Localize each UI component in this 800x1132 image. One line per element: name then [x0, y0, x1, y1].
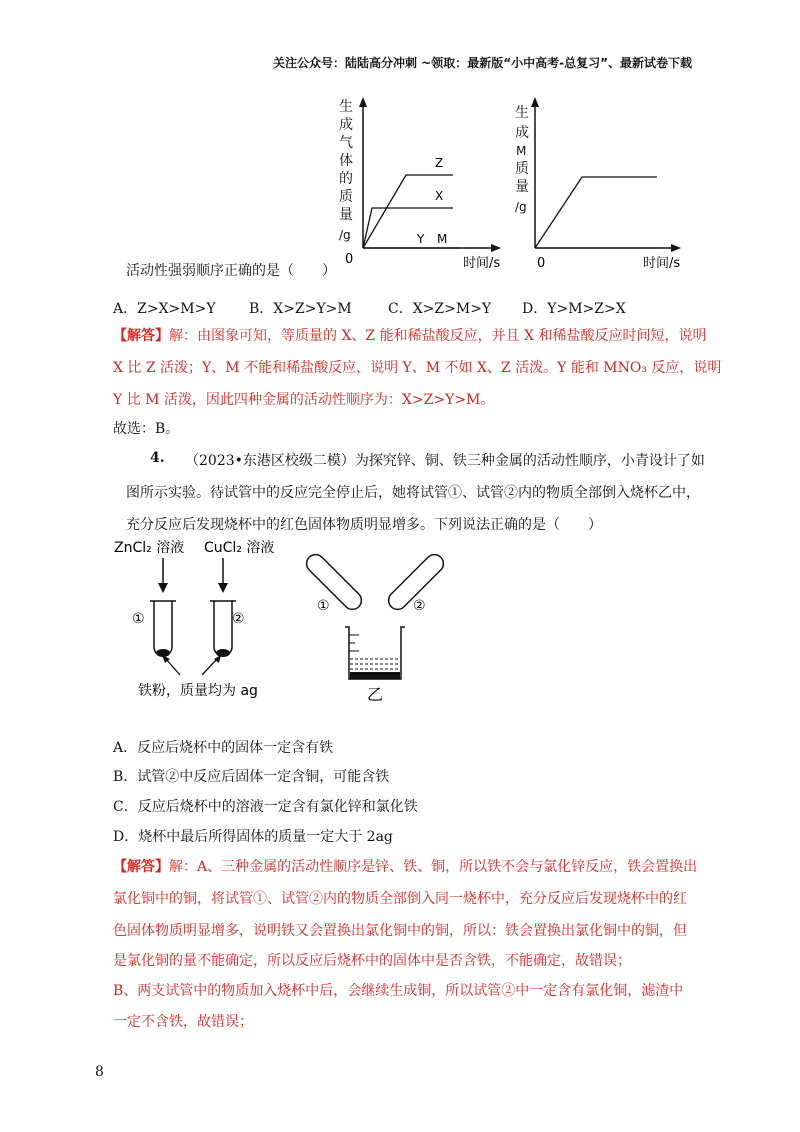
graph-left-y-arrow: [359, 97, 367, 107]
curve-label-y: Y: [417, 232, 425, 246]
q4-answer-line-4: 是氯化铜的量不能确定，所以反应后烧杯中的固体中是否含铁，不能确定，故错误；: [113, 953, 631, 969]
graph-right-x-arrow: [671, 244, 681, 252]
q4-answer-line-5: B、两支试管中的物质加入烧杯中后，会继续生成铜，所以试管②中一定含有氯化铜，滤渣中: [113, 983, 684, 999]
graph-left-ylabel: [339, 98, 353, 242]
graph-right-ylabel-char: 生: [515, 105, 529, 121]
curve-m-mass: [535, 177, 657, 248]
tube2-iron-powder: [216, 649, 230, 657]
q4-stem-line-1: （2023•东港区校级二模）为探究锌、铜、铁三种金属的活动性顺序，小青设计了如: [185, 453, 705, 469]
q4-stem-line-3: 充分反应后发现烧杯中的红色固体物质明显增多。下列说法正确的是（ ）: [126, 517, 602, 533]
graph-left-x-arrow: [491, 244, 501, 252]
beaker-solid: [350, 672, 400, 679]
pointer2: [202, 659, 217, 675]
q3-answer-line-1: 【解答】解：由图象可知，等质量的 X、Z 能和稀盐酸反应，并且 X 和稀盐酸反应时间短，说明: [113, 328, 707, 344]
arrow1-head: [158, 583, 168, 593]
tube1-tilted: [303, 551, 365, 613]
q4-option-a: A．反应后烧杯中的固体一定含有铁: [113, 740, 334, 756]
graph-right-ylabel-char: 成: [515, 125, 529, 141]
tube1-label: ①: [132, 611, 145, 627]
graph-left-ylabel-char: 量: [339, 207, 353, 223]
curve-label-m: M: [437, 232, 448, 246]
q4-option-c: C．反应后烧杯中的溶液一定含有氯化锌和氯化铁: [113, 799, 418, 815]
q4-answer-line-1: 【解答】解：A、三种金属的活动性顺序是锌、铁、铜，所以铁不会与氯化锌反应，铁会置换出: [113, 859, 698, 875]
tube2-label: ②: [232, 611, 245, 627]
solution2-label: CuCl₂ 溶液: [204, 540, 275, 556]
q3-option-b: B．X>Z>Y>M: [249, 301, 352, 317]
graph-right-origin: 0: [537, 256, 546, 271]
page-number: 8: [95, 1064, 104, 1080]
q3-answer-line-3: Y 比 M 活泼，因此四种金属的活动性顺序为：X>Z>Y>M。: [113, 392, 495, 408]
tilted-tube2-label: ②: [413, 598, 426, 614]
curve-label-z: Z: [435, 156, 444, 170]
graph-right-ylabel-char: M: [516, 144, 527, 158]
powder-label: 铁粉，质量均为 ag: [138, 683, 258, 699]
q3-conclusion: 故选：B。: [113, 421, 180, 437]
q4-answer-line-6: 一定不含铁，故错误；: [113, 1014, 253, 1030]
graph-left-ylabel-char: 成: [339, 117, 353, 133]
page-header: 关注公众号：陆陆高分冲刺 ~领取：最新版“小中高考-总复习”、最新试卷下载: [273, 56, 692, 70]
graph-left-ylabel-char: 体: [339, 153, 353, 169]
graph-right-ylabel: [515, 104, 529, 214]
graph-left-xlabel: 时间/s: [463, 256, 501, 271]
q4-number: 4.: [150, 450, 165, 466]
pointer1: [166, 659, 180, 675]
q3-option-c: C．X>Z>M>Y: [388, 301, 492, 317]
graph-right-ylabel-char: 量: [515, 179, 529, 195]
graph-right-xlabel: 时间/s: [643, 256, 681, 271]
beaker-figure: [295, 535, 465, 705]
q4-answer-line-2: 氯化铜中的铜，将试管①、试管②内的物质全部倒入同一烧杯中，充分反应后发现烧杯中的红: [113, 891, 687, 907]
q4-option-d: D．烧杯中最后所得固体的质量一定大于 2ag: [113, 829, 393, 845]
graph-left-ylabel-char: 的: [339, 171, 353, 187]
q4-stem-line-2: 图所示实验。待试管中的反应完全停止后，她将试管①、试管②内的物质全部倒入烧杯乙中，: [126, 485, 700, 501]
solution1-label: ZnCl₂ 溶液: [114, 540, 185, 556]
graph-right-ylabel-char: 质: [515, 161, 529, 177]
graph-left-ylabel-char: 生: [339, 99, 353, 115]
q4-answer-line-3: 色固体物质明显增多，说明铁又会置换出氯化铜中的铜，所以：铁会置换出氯化铜中的铜，但: [113, 923, 687, 939]
graph-left-ylabel-char: 气: [339, 135, 353, 151]
tube2: [214, 601, 232, 656]
graph-right-ylabel-char: /g: [515, 200, 527, 214]
graph-left-ylabel-char: 质: [339, 189, 353, 205]
tilted-tube1-label: ①: [317, 598, 330, 614]
gas-mass-graph: [325, 95, 525, 275]
curve-label-x: X: [435, 189, 444, 203]
m-mass-graph: [505, 95, 695, 275]
beaker-label: 乙: [367, 685, 384, 704]
test-tube-figure: [110, 535, 290, 705]
q4-option-b: B．试管②中反应后固体一定含铜，可能含铁: [113, 769, 390, 785]
q3-stem-tail: 活动性强弱顺序正确的是（ ）: [126, 263, 336, 279]
graph-right-y-arrow: [531, 97, 539, 107]
q3-answer-line-2: X 比 Z 活泼；Y、M 不能和稀盐酸反应，说明 Y、M 不如 X、Z 活泼。Y 能和 MNO₃ 反应，说明: [113, 360, 722, 376]
q3-option-d: D．Y>M>Z>X: [522, 301, 626, 317]
q4-answer-tag: 【解答】: [113, 859, 169, 875]
q3-answer-tag: 【解答】: [113, 328, 169, 344]
graph-left-ylabel-char: /g: [339, 228, 351, 242]
graph-left-origin: 0: [345, 252, 354, 267]
tube1: [154, 601, 172, 656]
arrow2-head: [218, 583, 228, 593]
q3-option-a: A．Z>X>M>Y: [113, 301, 216, 317]
